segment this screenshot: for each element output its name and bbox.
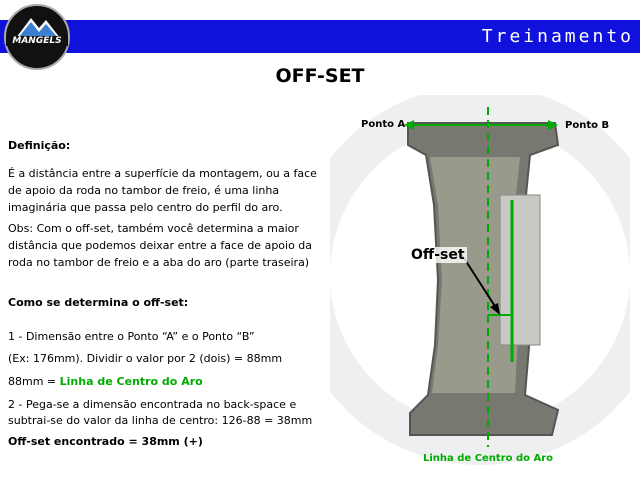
step2-line-2: subtrai-se do valor da linha de centro: 126-88 = 38mm (8, 414, 313, 427)
point-a-label: Ponto A (361, 119, 406, 130)
result-line: Off-set encontrado = 38mm (+) (8, 435, 203, 448)
wheel-diagram (330, 95, 630, 465)
point-b-label: Ponto B (565, 120, 610, 131)
center-line-label: Linha de Centro do Aro (423, 453, 554, 464)
definition-line-3: imaginária que passa pelo centro do perfil do aro. (8, 201, 283, 214)
obs-line-2: distância que podemos deixar entre a face de apoio da (8, 239, 313, 252)
offset-label: Off-set (411, 247, 465, 263)
header-title: Treinamento (481, 26, 634, 47)
hub (500, 195, 540, 345)
definition-line-1: É a distância entre a superfície da montagem, ou a face (8, 167, 317, 180)
obs-line-1: Obs: Com o off-set, também você determina a maior (8, 222, 299, 235)
obs-line-3: roda no tambor de freio e a aba do aro (parte traseira) (8, 256, 310, 269)
definition-heading: Definição: (8, 139, 71, 152)
page-title: OFF-SET (275, 65, 365, 87)
step2-line-1: 2 - Pega-se a dimensão encontrada no back-space e (8, 398, 297, 411)
step1-line-3-prefix: 88mm = (8, 375, 60, 388)
step1-line-1: 1 - Dimensão entre o Ponto “A” e o Ponto “B” (8, 330, 255, 343)
logo-text: MANGELS (6, 36, 68, 46)
mangels-logo (4, 4, 70, 70)
step1-line-2: (Ex: 176mm). Dividir o valor por 2 (dois) = 88mm (8, 352, 283, 365)
how-heading: Como se determina o off-set: (8, 296, 189, 309)
center-line-text: Linha de Centro do Aro (59, 375, 203, 388)
definition-line-2: de apoio da roda no tambor de freio, é uma linha (8, 184, 280, 197)
step1-line-3 (8, 373, 203, 390)
